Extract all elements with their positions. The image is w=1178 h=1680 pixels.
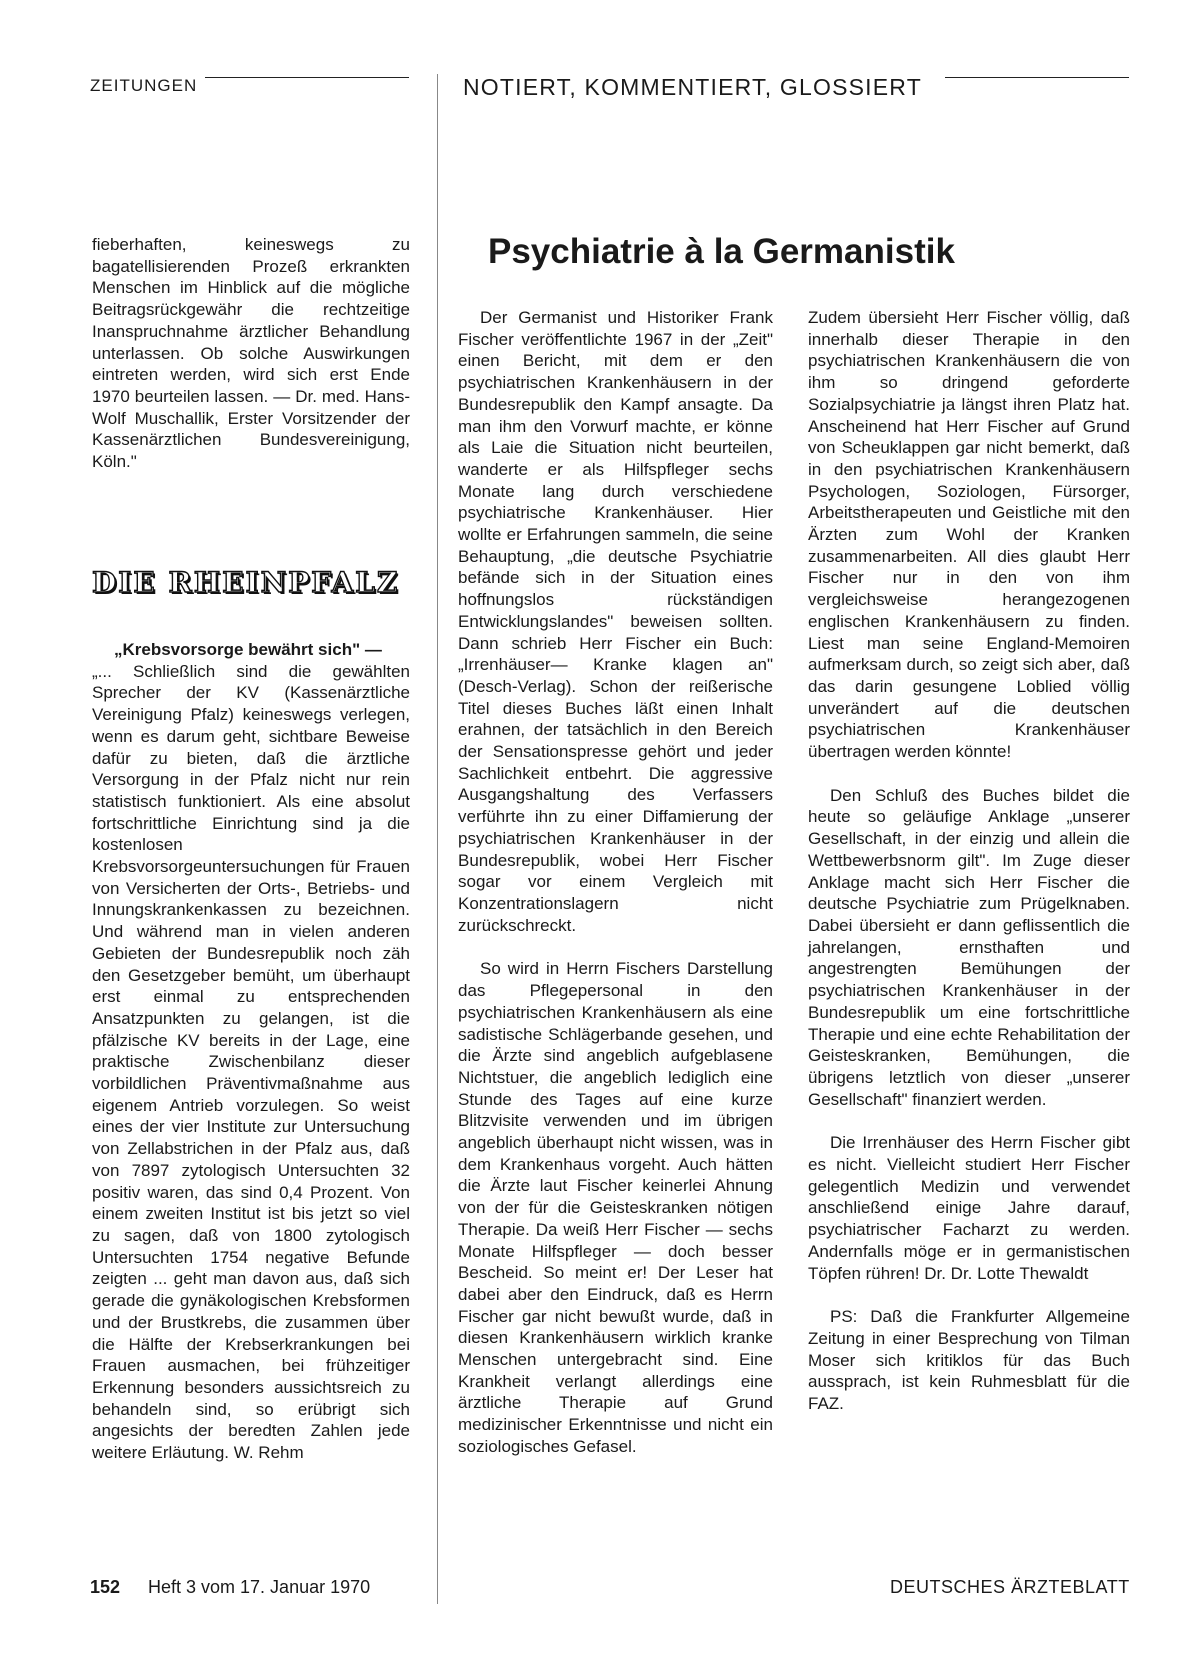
quote-body: „... Schließlich sind die gewählten Sprecher der KV (Kassenärztliche Vereinigung Pfalz) keineswegs verlegen, wenn es darum geht, sichtbare Beweise dafür zu bieten, daß die ärztliche Versorgung in der Pfalz nicht nur rein statistisch funktioniert. Als eine absolut fortschrittliche Einrichtung sind ja die kostenlosen Krebsvorsorgeuntersuchungen für Frauen von Versicherten der Orts-, Betriebs- und Innungskrankenkassen zu bezeichnen. Und während man in vielen anderen Gebieten der Bundesrepublik noch zäh den Gesetzgeber bemüht, um überhaupt erst einmal zu entsprechenden Ansatzpunkten zu gelangen, ist die pfälzische KV bereits in der Lage, eine praktische Zwischenbilanz dieser vorbildlichen Präventivmaßnahme aus eigenem Antrieb vorzulegen. So weist eines der vier Institute zur Untersuchung von Zellabstrichen in der Pfalz aus, daß von 7897 zytologisch Untersuchten 32 positiv waren, das sind 0,4 Prozent. Von einem zweiten Institut ist bis jetzt so viel zu sagen, daß von 1800 zytologisch Untersuchten 1754 negative Befunde zeigten ... geht man davon aus, daß sich gerade die gynäkologischen Krebsformen und der Brustkrebs, die zusammen über die Hälfte der Krebserkrankungen bei Frauen ausmachen, bei frühzeitiger Erkennung besonders aussichtsreich zu behandeln sind, so erübrigt sich angesichts der beredten Zahlen jede weitere Erläutung. W. Rehm (92, 661, 410, 1463)
quote-headline: „Krebsvorsorge bewährt sich" — (114, 640, 382, 659)
column-divider (437, 74, 438, 1604)
article-title: Psychiatrie à la Germanistik (488, 232, 955, 271)
article-column-3 (808, 307, 1130, 1415)
column-1-bottom (92, 639, 410, 1464)
article-paragraph: Den Schluß des Buches bildet die heute so geläufige Anklage „unserer Gesellschaft, in der einzig und allein die Wettbewerbsnorm gilt". Im Zuge dieser Anklage macht sich Herr Fischer die deutsche Psychiatrie zum Prügelknaben. Dabei übersieht er dann geflissentlich die jahrelangen, ernsthaften und angestrengten Bemühungen der psychiatrischen Krankenhäuser in der Bundesrepublik um eine fortschrittliche Therapie und eine echte Rehabilitation der Geisteskranken, Bemühungen, die übrigens letztlich von dieser „unserer Gesellschaft" finanziert werden. (808, 785, 1130, 1109)
issue-info: Heft 3 vom 17. Januar 1970 (148, 1577, 371, 1597)
postscript: PS: Daß die Frankfurter Allgemeine Zeitung in einer Besprechung von Tilman Moser sich kritiklos für das Buch aussprach, ist kein Ruhmesblatt für die FAZ. (808, 1307, 1130, 1414)
newspaper-masthead: DIE RHEINPFALZ (92, 566, 400, 599)
article-paragraph: So wird in Herrn Fischers Darstellung das Pflegepersonal in den psychiatrischen Krankenhäusern als eine sadistische Schlägerbande gesehen, und die Ärzte sind angeblich aufgeblasene Nichtstuer, die angeblich lediglich eine Stunde des Tages auf eine kurze Blitzvisite verwenden und im übrigen angeblich überhaupt nicht wissen, was in dem Krankenhaus vorgeht. Auch hätten die Ärzte laut Fischer keinerlei Ahnung von der für die Geisteskranken nötigen Therapie. Da weiß Herr Fischer — sechs Monate Hilfspfleger — doch besser Bescheid. So meint er! Der Leser hat dabei aber den Eindruck, daß es Herrn Fischer gar nicht bewußt wurde, daß in diesen Krankenhäusern wirklich kranke Menschen untergebracht sind. Eine Krankheit verlangt allerdings eine ärztliche Therapie auf Grund medizinischer Erkenntnisse und nicht ein soziologisches Gefasel. (458, 959, 773, 1456)
article-paragraph: Der Germanist und Historiker Frank Fischer veröffentlichte 1967 in der „Zeit" einen Bericht, mit dem er den psychiatrischen Krankenhäusern in der Bundesrepublik den Kampf ansagte. Da man ihm den Vorwurf machte, er könne als Laie die Situation nicht beurteilen, wanderte er als Hilfspfleger sechs Monate lang durch verschiedene psychiatrische Krankenhäuser. Hier wollte er Erfahrungen sammeln, die seine Behauptung, „die deutsche Psychiatrie befände sich in der Situation eines hoffnungslos rückständigen Entwicklungslandes" beweisen sollten. Dann schrieb Herr Fischer ein Buch: „Irrenhäuser— Kranke klagen an" (Desch-Verlag). Schon der reißerische Titel dieses Buches läßt einen Inhalt erahnen, der tatsächlich in den Bereich der Sensationspresse gehört und jeder Sachlichkeit entbehrt. Die aggressive Ausgangshaltung des Verfassers verführte ihn zu einer Diffamierung der psychiatrischen Krankenhäuser in der Bundesrepublik, wobei Herr Fischer sogar vor einem Vergleich mit Konzentrationslagern nicht zurückschreckt. (458, 308, 773, 935)
article-paragraph: Zudem übersieht Herr Fischer völlig, daß innerhalb dieser Therapie in den psychiatrischen Krankenhäusern die von ihm so dringend geforderte Sozialpsychiatrie ja längst ihren Platz hat. Anscheinend hat Herr Fischer auf Grund von Scheuklappen gar nicht bemerkt, daß in den psychiatrischen Krankenhäusern Psychologen, Soziologen, Fürsorger, Arbeitstherapeuten und Geistliche mit den Ärzten zum Wohl der Kranken zusammenarbeiten. All dies glaubt Herr Fischer nur in den von ihm vergleichsweise herangezogenen englischen Krankenhäusern zu finden. Liest man seine England-Memoiren aufmerksam durch, so zeigt sich aber, daß das darin gesungene Loblied völlig unverändert auf die deutschen psychiatrischen Krankenhäuser übertragen werden könnte! (808, 308, 1130, 762)
quote-continuation: fieberhaften, keineswegs zu bagatellisierenden Prozeß erkrankten Menschen im Hinblick auf die mögliche Beitragsrückgewähr die rechtzeitige Inanspruchnahme ärztlicher Behandlung unterlassen. Ob solche Auswirkungen eintreten werden, wird sich erst Ende 1970 beurteilen lassen. — Dr. med. Hans-Wolf Muschallik, Erster Vorsitzender der Kassenärztlichen Bundesvereinigung, Köln." (92, 235, 410, 472)
publication-name: DEUTSCHES ÄRZTEBLATT (890, 1577, 1130, 1597)
page-number: 152 (90, 1577, 121, 1597)
section-label-left: ZEITUNGEN (90, 76, 198, 95)
article-column-2 (458, 307, 773, 1458)
header-rule-left (205, 77, 409, 78)
article-paragraph: Die Irrenhäuser des Herrn Fischer gibt es nicht. Vielleicht studiert Herr Fischer gelegentlich Medizin und verwendet anschließend einige Jahre darauf, psychiatrischer Facharzt zu werden. Andernfalls möge er in germanistischen Töpfen rühren! Dr. Dr. Lotte Thewaldt (808, 1133, 1130, 1283)
header-rule-right (945, 77, 1129, 78)
column-1-top (92, 234, 410, 473)
section-label-right: NOTIERT, KOMMENTIERT, GLOSSIERT (463, 74, 922, 100)
